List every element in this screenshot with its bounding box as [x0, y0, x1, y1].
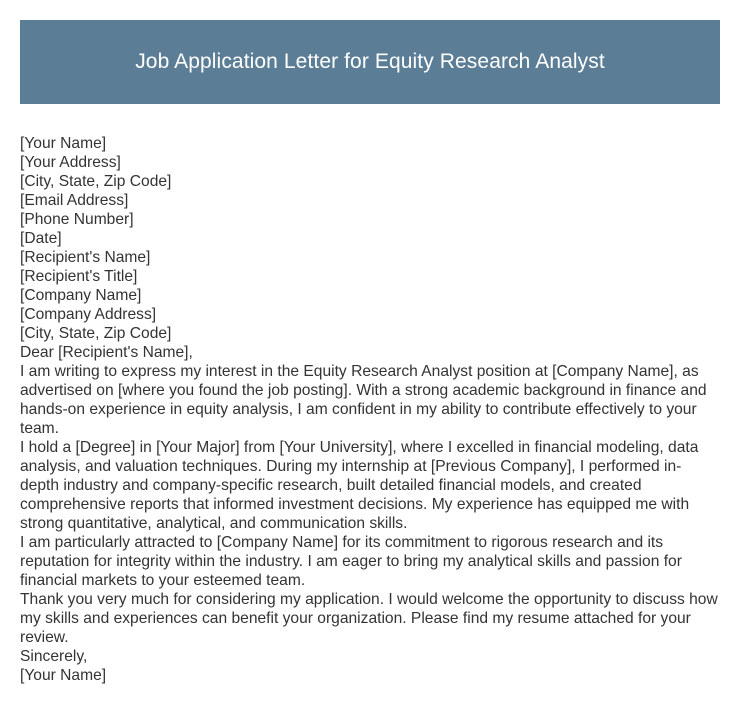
- signature: [Your Name]: [20, 667, 107, 684]
- sender-name: [Your Name]: [20, 135, 107, 152]
- paragraph-intro: I am writing to express my interest in the Equity Research Analyst position at [Company Name], as advertised on [where you found the job posting]. With a strong academic background in finance and hands-on experience in equity analysis, I am confident in my ability to contribute effectively to your team.: [20, 363, 707, 437]
- paragraph-motivation: I am particularly attracted to [Company Name] for its commitment to rigorous research and its reputation for integrity within the industry. I am eager to bring my analytical skills and passion for financial markets to your esteemed team.: [20, 534, 682, 589]
- salutation: Dear [Recipient's Name],: [20, 344, 193, 361]
- sender-city-state-zip: [City, State, Zip Code]: [20, 173, 172, 190]
- document-title: Job Application Letter for Equity Research Analyst: [135, 50, 605, 73]
- letter-body: [20, 134, 720, 685]
- paragraph-experience: I hold a [Degree] in [Your Major] from [Your University], where I excelled in financial modeling, data analysis, and valuation techniques. During my internship at [Previous Company], I performed in-depth industry and company-specific research, built detailed financial models, and created comprehensive reports that informed investment decisions. My experience has equipped me with strong quantitative, analytical, and communication skills.: [20, 439, 699, 532]
- recipient-name: [Recipient's Name]: [20, 249, 151, 266]
- paragraph-thanks: Thank you very much for considering my application. I would welcome the opportunity to discuss how my skills and experiences can benefit your organization. Please find my resume attached for your review.: [20, 591, 718, 646]
- sender-address: [Your Address]: [20, 154, 121, 171]
- recipient-address: [Company Address]: [20, 306, 157, 323]
- letter-date: [Date]: [20, 230, 62, 247]
- sender-email: [Email Address]: [20, 192, 129, 209]
- recipient-company: [Company Name]: [20, 287, 142, 304]
- recipient-city-state-zip: [City, State, Zip Code]: [20, 325, 172, 342]
- title-banner: [20, 20, 720, 104]
- sender-phone: [Phone Number]: [20, 211, 134, 228]
- closing: Sincerely,: [20, 648, 88, 665]
- recipient-title: [Recipient's Title]: [20, 268, 138, 285]
